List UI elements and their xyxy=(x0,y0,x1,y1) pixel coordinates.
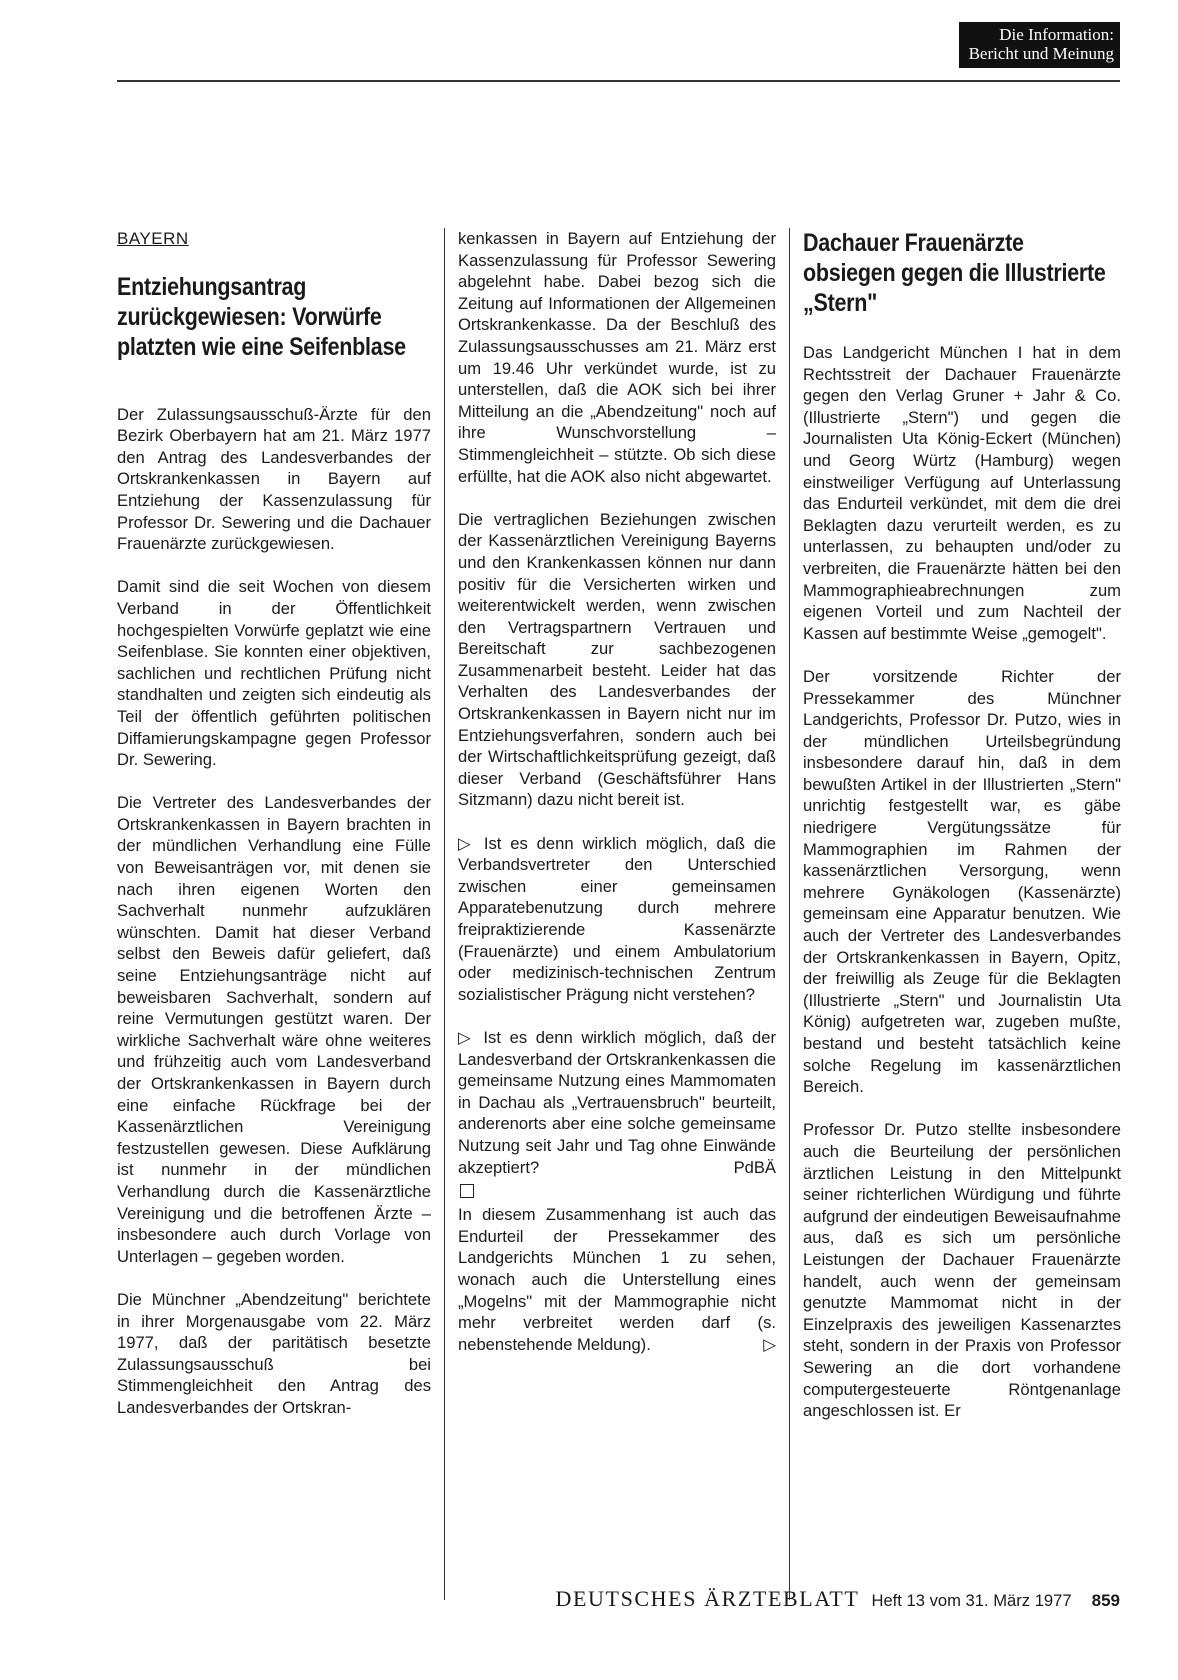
column-divider xyxy=(444,228,445,1600)
author-sign: PdBÄ xyxy=(733,1157,776,1177)
page-footer xyxy=(556,1586,1120,1612)
badge-line-1: Die Information: xyxy=(999,25,1114,44)
paragraph xyxy=(458,1204,776,1355)
section-kicker: BAYERN xyxy=(117,229,189,248)
paragraph: Die vertraglichen Beziehungen zwischen der Kassenärztlichen Vereinigung Bayerns und den Krankenkassen können nur dann positiv für die Versicherten wirken und weiterentwickelt werden, wenn zwischen den Vertragspartnern Vertrauen und Bereitschaft zur sachbezogenen Zusammenarbeit besteht. Leider hat das Verhalten des Landesverbandes der Ortskrankenkassen in Bayern nicht nur im Entziehungsverfahren, sondern auch bei der Wirtschaftlichkeitsprüfung gezeigt, daß dieser Verband (Geschäftsführer Hans Sitzmann) dazu nicht bereit ist. xyxy=(458,509,776,810)
paragraph: Damit sind die seit Wochen von diesem Verband in der Öffentlichkeit hochgespielten Vorwürfe geplatzt wie eine Seifenblase. Sie konnten einer objektiven, sachlichen und rechtlichen Prüfung nicht standhalten und zeigten sich eindeutig als Teil der öffentlich geführten politischen Diffamierungskampagne gegen Professor Dr. Sewering. xyxy=(117,577,431,770)
paragraph: Professor Dr. Putzo stellte insbesondere auch die Beurteilung der persönlichen ärztlichen Leistung in den Mittelpunkt seiner richterlichen Würdigung und führte aufgrund der eindeutigen Beweisaufnahme aus, daß es sich um persönliche Leistungen der Dachauer Frauenärzte handelt, auch wenn der gemeinsam genutzte Mammomat nicht in der Einzelpraxis des jeweiligen Kassenarztes steht, sondern in der Praxis von Professor Sewering an die dort vorhandene computergesteuerte Röntgenanlage angeschlossen ist. Er xyxy=(803,1120,1121,1421)
continue-arrow-icon: ▷ xyxy=(763,1334,776,1354)
paragraph: kenkassen in Bayern auf Entziehung der Kassenzulassung für Professor Sewering abgelehnt habe. Dabei bezog sich die Zeitung auf Informationen der Allgemeinen Ortskrankenkasse. Da der Beschluß des Zulassungsausschusses am 21. März erst um 19.46 Uhr verkündet wurde, ist zu unterstellen, daß die AOK sich bei ihrer Mitteilung an die „Abendzeitung" noch auf ihre Wunschvorstellung – Stimmengleichheit – stützte. Ob sich diese erfüllte, hat die AOK also nicht abgewartet. xyxy=(458,229,776,486)
paragraph: Die Münchner „Abendzeitung" berichtete in ihrer Morgenausgabe vom 22. März 1977, daß der paritätisch besetzte Zulassungsausschuß bei Stimmengleichheit den Antrag des Landesverbandes der Ortskran- xyxy=(117,1289,431,1417)
paragraph-text: ▷ Ist es denn wirklich möglich, daß der Landesverband der Ortskrankenkassen die gemeinsame Nutzung eines Mammomaten in Dachau als „Vertrauensbruch" beurteilt, anderenorts aber eine solche gemeinsame Nutzung seit Jahr und Tag ohne Einwände akzeptiert? xyxy=(458,1027,776,1177)
section-badge xyxy=(959,22,1120,68)
column-3 xyxy=(803,228,1121,1422)
paragraph: Das Landgericht München I hat in dem Rechtsstreit der Dachauer Frauenärzte gegen den Verlag Gruner + Jahr & Co. (Illustrierte „Stern") und gegen die Journalisten Uta König-Eckert (München) und Georg Würtz (Hamburg) wegen einstweiliger Verfügung auf Unterlassung das Endurteil verkündet, mit dem die drei Beklagten dazu verurteilt werden, es zu unterlassen, zu behaupten und/oder zu verbreiten, die Frauenärzte hätten bei den Mammographieabrechnungen zum eigenen Vorteil und zum Nachteil der Kassen auf bestimmte Weise „gemogelt". xyxy=(803,343,1121,643)
badge-line-2: Bericht und Meinung xyxy=(968,44,1114,63)
paragraph-text: In diesem Zusammenhang ist auch das Endurteil der Pressekammer des Landgerichts München 1 zu sehen, wonach auch die Unterstellung eines „Mogelns" mit der Mammographie nicht mehr verbreitet werden darf (s. nebenstehende Meldung). xyxy=(458,1205,776,1354)
end-square-icon xyxy=(460,1184,474,1198)
column-2 xyxy=(458,228,776,1355)
issue-info: Heft 13 vom 31. März 1977 xyxy=(871,1591,1072,1610)
page-number: 859 xyxy=(1091,1591,1120,1610)
paragraph xyxy=(458,1027,776,1178)
magazine-name: DEUTSCHES ÄRZTEBLATT xyxy=(555,1586,860,1611)
column-divider xyxy=(789,228,790,1600)
end-mark-row xyxy=(458,1178,776,1200)
article-1-headline: Entziehungsantrag zurückgewiesen: Vorwürfe platzten wie eine Seifenblase xyxy=(117,272,406,361)
column-1 xyxy=(117,228,431,1419)
paragraph: Der Zulassungsausschuß-Ärzte für den Bezirk Oberbayern hat am 21. März 1977 den Antrag des Landesverbandes der Ortskrankenkassen in Bayern auf Entziehung der Kassenzulassung für Professor Dr. Sewering und die Dachauer Frauenärzte zurückgewiesen. xyxy=(117,404,431,554)
paragraph: Der vorsitzende Richter der Pressekammer des Münchner Landgerichts, Professor Dr. Putzo, wies in der mündlichen Urteilsbegründung insbesondere darauf hin, daß in dem bewußten Artikel in der Illustrierten „Stern" unrichtig festgestellt war, es gäbe niedrigere Vergütungssätze für Mammographien im Rahmen der kassenärztlichen Versorgung, wenn mehrere Gynäkologen (Kassenärzte) gemeinsam eine Apparatur benutzen. Wie auch der Vertreter des Landesverbandes der Ortskrankenkassen in Bayern, Opitz, der freiwillig als Zeuge für die Beklagten (Illustrierte „Stern" und Journalistin Uta König) aufgetreten war, zugeben mußte, bestand und besteht tatsächlich keine solche Regelung im kassenärztlichen Bereich. xyxy=(803,666,1121,1097)
paragraph: ▷ Ist es denn wirklich möglich, daß die Verbandsvertreter den Unterschied zwischen einer gemeinsamen Apparatebenutzung durch mehrere freipraktizierende Kassenärzte (Frauenärzte) und einem Ambulatorium oder medizinisch-technischen Zentrum sozialistischer Prägung nicht verstehen? xyxy=(458,833,776,1004)
header-rule xyxy=(117,80,1120,82)
article-2-headline: Dachauer Frauenärzte obsiegen gegen die Illustrierte „Stern" xyxy=(803,229,1106,317)
paragraph: Die Vertreter des Landesverbandes der Ortskrankenkassen in Bayern brachten in der mündlichen Verhandlung eine Fülle von Beweisanträgen vor, mit denen sie nach ihren eigenen Worten den Sachverhalt nunmehr aufzuklären wünschten. Damit hat dieser Verband selbst den Beweis dafür geliefert, daß seine Entziehungsanträge nicht auf beweisbaren Sachverhalt, sondern auf reine Vermutungen gestützt waren. Der wirkliche Sachverhalt wäre ohne weiteres und frühzeitig auch vom Landesverband der Ortskrankenkassen in Bayern durch eine einfache Rückfrage bei der Kassenärztlichen Vereinigung festzustellen gewesen. Diese Aufklärung ist nunmehr in der mündlichen Verhandlung durch die Kassenärztliche Vereinigung und die betroffenen Ärzte – insbesondere auch durch Vorlage von Unterlagen – gegeben worden. xyxy=(117,793,431,1266)
